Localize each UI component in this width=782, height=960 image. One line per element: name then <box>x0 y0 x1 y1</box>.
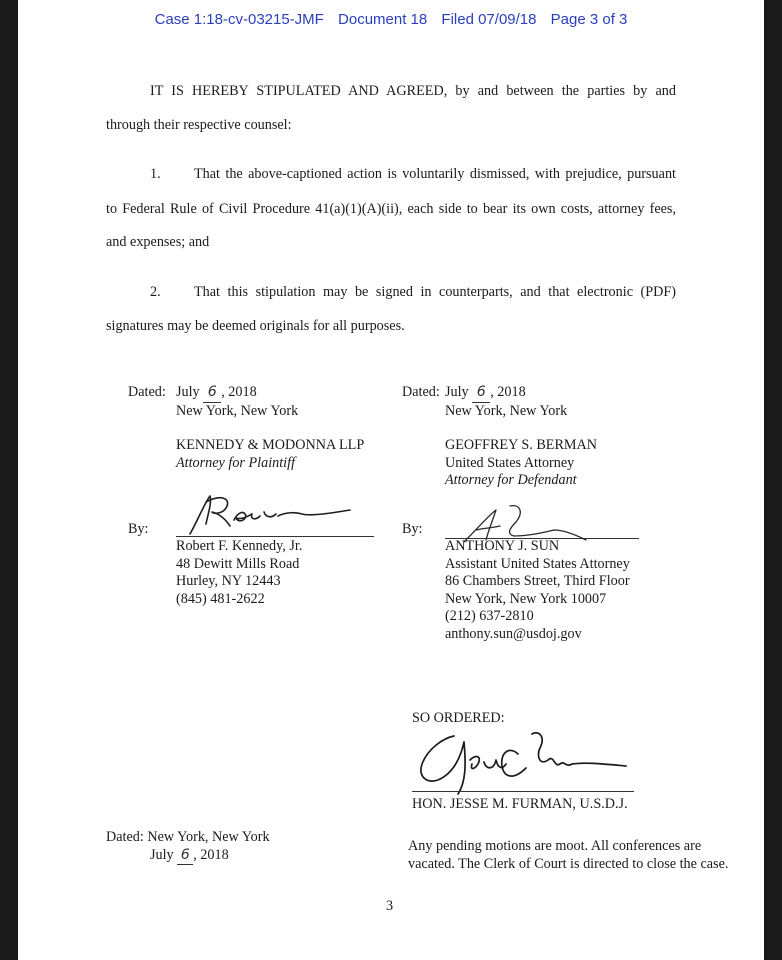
defendant-email: anthony.sun@usdoj.gov <box>445 625 582 642</box>
plaintiff-dated-label: Dated: <box>128 384 166 400</box>
order-dated-label: Dated: <box>106 829 144 845</box>
plaintiff-address-1: 48 Dewitt Mills Road <box>176 555 300 572</box>
order-note-line-2: vacated. The Clerk of Court is directed to close the case. <box>408 855 729 872</box>
order-date-day: 6 <box>180 846 190 863</box>
document-number: Document 18 <box>338 11 428 28</box>
clause-2-line-1: That this stipulation may be signed in counterparts, and that electronic (PDF) <box>194 284 676 300</box>
defendant-by-label: By: <box>402 521 423 537</box>
order-date: July 6 , 2018 <box>106 847 270 866</box>
clause-1-line-3: and expenses; and <box>106 234 210 250</box>
order-note <box>408 838 728 873</box>
filed-date: Filed 07/09/18 <box>441 11 537 28</box>
plaintiff-location: New York, New York <box>176 402 299 419</box>
plaintiff-phone: (845) 481-2622 <box>176 590 265 607</box>
clause-2-line-2: signatures may be deemed originals for all purposes. <box>106 318 405 334</box>
plaintiff-signer-name: Robert F. Kennedy, Jr. <box>176 538 303 554</box>
plaintiff-by-label: By: <box>128 521 149 537</box>
plaintiff-contact <box>176 538 302 608</box>
plaintiff-address-2: Hurley, NY 12443 <box>176 573 281 589</box>
defendant-dated-label: Dated: <box>402 384 440 400</box>
judge-name: HON. JESSE M. FURMAN, U.S.D.J. <box>412 796 628 812</box>
plaintiff-block <box>176 384 364 472</box>
plaintiff-firm: KENNEDY & MODONNA LLP <box>176 437 365 453</box>
intro-line-1: IT IS HEREBY STIPULATED AND AGREED, by and between the parties by and <box>150 83 676 99</box>
defendant-address-2: New York, New York 10007 <box>445 590 607 607</box>
defendant-location: New York, New York <box>445 402 568 419</box>
plaintiff-signature <box>186 490 366 540</box>
defendant-attorney-title: United States Attorney <box>445 454 575 471</box>
clause-1-line-1: That the above-captioned action is voluntarily dismissed, with prejudice, pursuant <box>194 166 676 182</box>
clause-1-line-2: to Federal Rule of Civil Procedure 41(a)(1)(A)(ii), each side to bear its own costs, attorney fees, <box>106 201 676 217</box>
plaintiff-date-day: 6 <box>207 384 217 400</box>
ecf-header <box>18 11 764 28</box>
defendant-date-day: 6 <box>476 384 486 400</box>
defendant-block <box>445 384 597 490</box>
clause-2-number: 2. <box>150 284 161 300</box>
so-ordered-label: SO ORDERED: <box>412 710 505 726</box>
defendant-phone: (212) 637-2810 <box>445 608 534 624</box>
clause-1-number: 1. <box>150 166 161 182</box>
defendant-date: July 6 , 2018 <box>445 384 597 403</box>
defendant-signer-title: Assistant United States Attorney <box>445 555 630 572</box>
page-indicator: Page 3 of 3 <box>550 11 628 28</box>
defendant-attorney-name: GEOFFREY S. BERMAN <box>445 437 598 453</box>
plaintiff-role: Attorney for Plaintiff <box>176 454 296 471</box>
defendant-address-1: 86 Chambers Street, Third Floor <box>445 573 630 589</box>
plaintiff-date: July 6 , 2018 <box>176 384 364 403</box>
document-page <box>18 0 764 960</box>
judge-signature-line <box>412 791 634 792</box>
order-date-block <box>106 829 270 865</box>
order-location: New York, New York <box>147 829 270 845</box>
defendant-signer-name: ANTHONY J. SUN <box>445 538 560 554</box>
defendant-contact <box>445 538 630 643</box>
order-note-line-1: Any pending motions are moot. All conferences are <box>408 838 702 854</box>
page-number: 3 <box>386 898 394 914</box>
defendant-role: Attorney for Defendant <box>445 472 577 488</box>
case-number: Case 1:18-cv-03215-JMF <box>154 11 324 28</box>
intro-line-2: through their respective counsel: <box>106 117 292 133</box>
